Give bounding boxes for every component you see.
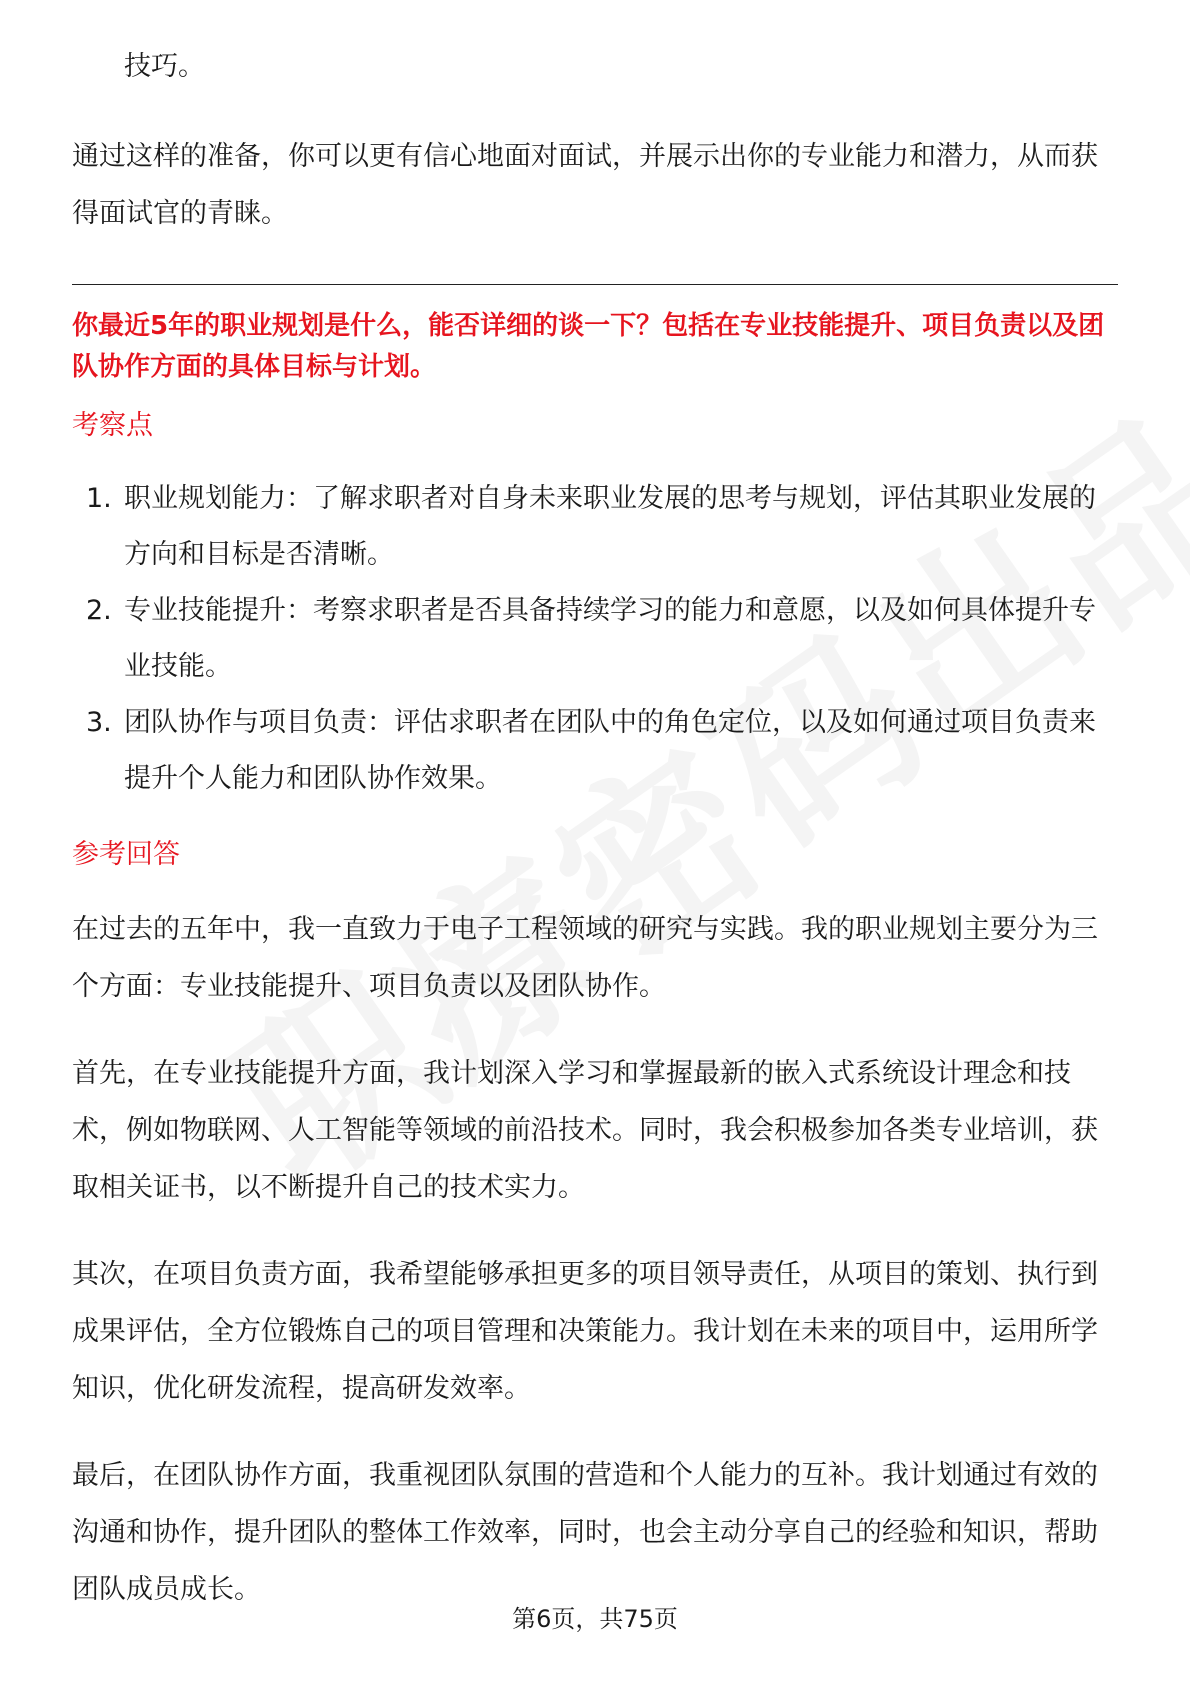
continuation-text: 技巧。 (124, 51, 205, 82)
list-item (72, 583, 1118, 695)
list-item (72, 695, 1118, 807)
answer-paragraph: 首先，在专业技能提升方面，我计划深入学习和掌握最新的嵌入式系统设计理念和技术，例如物联网、人工智能等领域的前沿技术。同时，我会积极参加各类专业培训，获取相关证书，以不断提升自己的技术实力。 (72, 1058, 1098, 1203)
list-text: 专业技能提升：考察求职者是否具备持续学习的能力和意愿，以及如何具体提升专业技能。 (124, 595, 1096, 682)
page-footer: 第6页，共75页 (512, 1605, 678, 1633)
intro-paragraph: 通过这样的准备，你可以更有信心地面对面试，并展示出你的专业能力和潜力，从而获得面试官的青睐。 (72, 141, 1098, 229)
answer-paragraph: 最后，在团队协作方面，我重视团队氛围的营造和个人能力的互补。我计划通过有效的沟通和协作，提升团队的整体工作效率，同时，也会主动分享自己的经验和知识，帮助团队成员成长。 (72, 1460, 1098, 1605)
list-text: 团队协作与项目负责：评估求职者在团队中的角色定位，以及如何通过项目负责来提升个人能力和团队协作效果。 (124, 707, 1096, 794)
question-heading: 你最近5年的职业规划是什么，能否详细的谈一下？包括在专业技能提升、项目负责以及团队协作方面的具体目标与计划。 (72, 311, 1105, 382)
page-content (72, 0, 1118, 1618)
list-text: 职业规划能力：了解求职者对自身未来职业发展的思考与规划，评估其职业发展的方向和目标是否清晰。 (124, 483, 1096, 570)
assessment-title: 考察点 (72, 410, 153, 441)
list-number: 1. (86, 483, 112, 514)
list-number: 2. (86, 595, 112, 626)
list-item (72, 471, 1118, 583)
assessment-list (72, 471, 1118, 807)
list-number: 3. (86, 707, 112, 738)
answer-title: 参考回答 (72, 839, 180, 870)
answer-paragraph: 在过去的五年中，我一直致力于电子工程领域的研究与实践。我的职业规划主要分为三个方面：专业技能提升、项目负责以及团队协作。 (72, 914, 1098, 1002)
answer-paragraph: 其次，在项目负责方面，我希望能够承担更多的项目领导责任，从项目的策划、执行到成果评估，全方位锻炼自己的项目管理和决策能力。我计划在未来的项目中，运用所学知识，优化研发流程，提高研发效率。 (72, 1259, 1098, 1404)
